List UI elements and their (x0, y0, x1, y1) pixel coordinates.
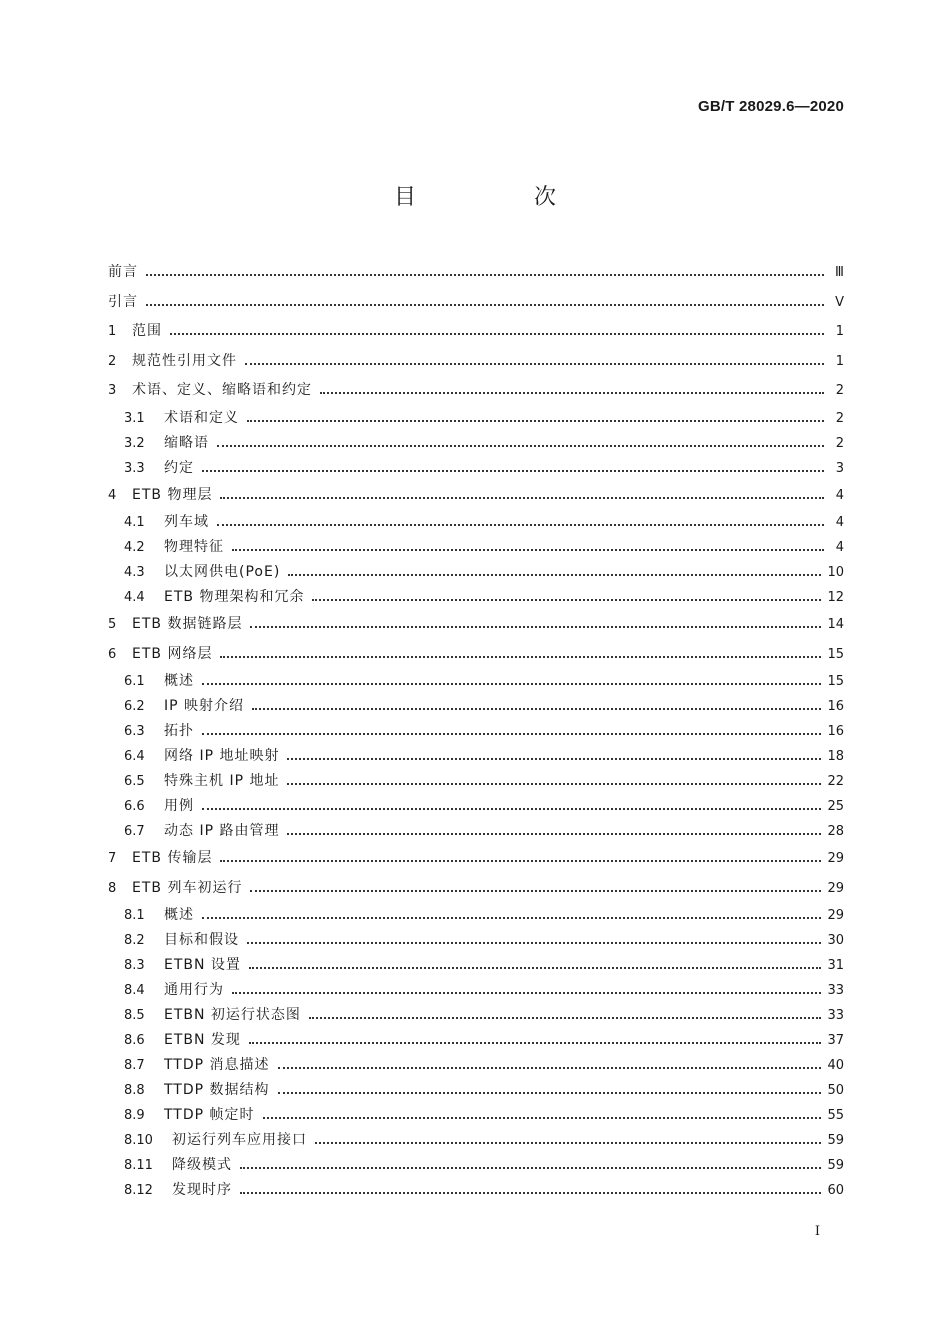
toc-entry-label: TTDP 帧定时 (164, 1107, 255, 1123)
toc-entry[interactable] (108, 744, 844, 769)
dot-leader (202, 682, 821, 685)
toc-entry-number: 8.8 (124, 1083, 145, 1098)
dot-leader (240, 1166, 821, 1169)
toc-entry-page: 29 (827, 851, 844, 866)
toc-entry-page: 29 (827, 880, 844, 896)
toc-entry-label: 缩略语 (164, 434, 209, 451)
toc-entry[interactable] (108, 1028, 844, 1053)
toc-entry-number: 8 (108, 880, 117, 896)
toc-entry-label: 网络 IP 地址映射 (164, 748, 280, 764)
toc-entry[interactable] (108, 1053, 844, 1078)
dot-leader (320, 391, 824, 394)
toc-entry-label: ETBN 发现 (164, 1032, 241, 1048)
toc-entry-page: 59 (827, 1133, 844, 1148)
toc-entry-number: 6.6 (124, 799, 145, 814)
toc-entry-page: 59 (827, 1158, 844, 1173)
dot-leader (263, 1116, 822, 1119)
dot-leader (252, 707, 821, 710)
toc-entry-number: 6.5 (124, 774, 145, 789)
toc-entry[interactable] (108, 347, 844, 377)
dot-leader (309, 1016, 822, 1019)
table-of-contents (108, 258, 844, 1203)
dot-leader (287, 782, 821, 785)
dot-leader (249, 966, 822, 969)
toc-entry-number: 8.12 (124, 1183, 153, 1198)
toc-entry-page: 4 (835, 487, 844, 503)
toc-entry-label: ETB 列车初运行 (132, 879, 243, 896)
toc-entry-page: 28 (827, 824, 844, 839)
toc-entry[interactable] (108, 1178, 844, 1203)
toc-entry[interactable] (108, 819, 844, 844)
toc-entry[interactable] (108, 953, 844, 978)
toc-entry-page: 14 (827, 617, 844, 632)
toc-entry[interactable] (108, 669, 844, 694)
toc-entry[interactable] (108, 694, 844, 719)
toc-entry-page: 4 (835, 540, 844, 555)
dot-leader (249, 1041, 822, 1044)
toc-entry-number: 8.6 (124, 1033, 145, 1048)
toc-entry-number: 8.1 (124, 908, 145, 923)
toc-entry-number: 4.4 (124, 590, 145, 605)
toc-entry-page: 29 (827, 908, 844, 923)
toc-entry-label: 用例 (164, 798, 194, 814)
toc-entry-page: 31 (827, 958, 844, 973)
toc-entry-number: 1 (108, 324, 117, 339)
toc-entry-number: 8.4 (124, 983, 145, 998)
toc-entry-number: 4.2 (124, 540, 145, 555)
toc-entry-label: 动态 IP 路由管理 (164, 823, 280, 839)
toc-entry-label: IP 映射介绍 (164, 698, 245, 714)
toc-entry[interactable] (108, 610, 844, 640)
toc-entry-label: 特殊主机 IP 地址 (164, 773, 280, 789)
toc-entry-page: 22 (827, 774, 844, 789)
toc-entry-label: 约定 (164, 459, 194, 476)
dot-leader (278, 1066, 822, 1069)
toc-entry[interactable] (108, 585, 844, 610)
toc-entry-label: 术语、定义、缩略语和约定 (132, 382, 312, 398)
dot-leader (240, 1191, 821, 1194)
toc-entry-page: 1 (835, 353, 844, 369)
toc-entry-label: ETB 数据链路层 (132, 616, 243, 632)
toc-entry[interactable] (108, 456, 844, 481)
toc-entry[interactable] (108, 640, 844, 670)
dot-leader (278, 1091, 822, 1094)
toc-entry-page: 40 (827, 1058, 844, 1073)
toc-entry-label: 概述 (164, 907, 194, 923)
dot-leader (202, 916, 821, 919)
toc-entry-number: 3.2 (124, 435, 145, 451)
toc-entry-page: 2 (835, 383, 844, 398)
dot-leader (202, 469, 824, 472)
toc-entry-page: 12 (827, 590, 844, 605)
toc-entry-number: 6.3 (124, 724, 145, 739)
toc-entry-number: 6.7 (124, 824, 145, 839)
toc-entry-number: 5 (108, 617, 117, 632)
dot-leader (315, 1141, 821, 1144)
toc-entry-page: 4 (835, 515, 844, 530)
toc-entry-page: 10 (827, 565, 844, 580)
dot-leader (232, 548, 824, 551)
toc-entry-label: 列车域 (164, 514, 209, 530)
toc-entry[interactable] (108, 903, 844, 928)
dot-leader (247, 941, 821, 944)
toc-entry-number: 8.2 (124, 933, 145, 948)
toc-entry[interactable] (108, 978, 844, 1003)
toc-entry-number: 4 (108, 487, 117, 503)
toc-entry-label: 引言 (108, 293, 138, 310)
toc-entry[interactable] (108, 1003, 844, 1028)
dot-leader (220, 496, 824, 499)
toc-entry[interactable] (108, 406, 844, 431)
toc-entry-page: 37 (827, 1033, 844, 1048)
toc-entry-page: 3 (835, 460, 844, 476)
dot-leader (312, 598, 821, 601)
toc-entry[interactable] (108, 874, 844, 904)
dot-leader (202, 807, 821, 810)
toc-entry[interactable] (108, 1103, 844, 1128)
toc-entry-page: 15 (827, 674, 844, 689)
toc-entry[interactable] (108, 288, 844, 318)
page-title: 目 次 (393, 185, 604, 210)
toc-entry-label: 通用行为 (164, 982, 224, 998)
toc-entry-number: 6.2 (124, 699, 145, 714)
toc-entry-label: 发现时序 (172, 1182, 232, 1198)
dot-leader (245, 362, 824, 365)
toc-entry-page: 60 (827, 1183, 844, 1198)
toc-entry[interactable] (108, 317, 844, 347)
toc-entry-number: 8.7 (124, 1058, 145, 1073)
dot-leader (220, 859, 821, 862)
toc-entry[interactable] (108, 1078, 844, 1103)
toc-entry-number: 8.5 (124, 1008, 145, 1023)
toc-entry-number: 3.3 (124, 460, 145, 476)
toc-entry[interactable] (108, 481, 844, 511)
toc-entry-page: 25 (827, 799, 844, 814)
toc-entry-label: 以太网供电(PoE) (164, 564, 281, 580)
toc-entry-label: 范围 (132, 323, 162, 339)
toc-entry-label: 前言 (108, 264, 138, 280)
toc-entry-page: 2 (835, 410, 844, 426)
toc-entry[interactable] (108, 258, 844, 288)
toc-entry-number: 2 (108, 353, 117, 369)
toc-entry-page: 15 (827, 646, 844, 662)
toc-entry-label: 术语和定义 (164, 409, 239, 426)
toc-entry-page: 30 (827, 933, 844, 948)
dot-leader (287, 832, 821, 835)
toc-entry-number: 6.1 (124, 674, 145, 689)
toc-entry-label: TTDP 数据结构 (164, 1082, 270, 1098)
dot-leader (250, 889, 821, 892)
toc-entry-label: ETB 传输层 (132, 850, 213, 866)
dot-leader (250, 625, 821, 628)
toc-entry-page: 33 (827, 1008, 844, 1023)
toc-entry-page: 1 (835, 324, 844, 339)
toc-entry-label: ETBN 设置 (164, 957, 241, 973)
toc-entry-page: 50 (827, 1083, 844, 1098)
toc-entry[interactable] (108, 1128, 844, 1153)
toc-entry-label: TTDP 消息描述 (164, 1057, 270, 1073)
toc-entry-label: 概述 (164, 673, 194, 689)
toc-entry-label: 物理特征 (164, 539, 224, 555)
toc-entry-number: 4.1 (124, 515, 145, 530)
toc-entry[interactable] (108, 431, 844, 456)
toc-entry[interactable] (108, 1153, 844, 1178)
toc-entry[interactable] (108, 844, 844, 874)
toc-entry-label: 降级模式 (172, 1157, 232, 1173)
dot-leader (232, 991, 821, 994)
toc-entry[interactable] (108, 928, 844, 953)
toc-entry-label: ETB 物理层 (132, 486, 213, 503)
toc-entry-number: 3 (108, 383, 117, 398)
toc-entry-number: 7 (108, 851, 117, 866)
toc-entry-label: 目标和假设 (164, 932, 239, 948)
toc-entry-number: 8.10 (124, 1133, 153, 1148)
toc-entry-number: 3.1 (124, 410, 145, 426)
dot-leader (170, 332, 824, 335)
toc-entry[interactable] (108, 794, 844, 819)
dot-leader (217, 523, 824, 526)
toc-entry[interactable] (108, 376, 844, 406)
page-number: I (814, 1224, 820, 1239)
toc-entry-number: 6.4 (124, 749, 145, 764)
toc-entry-page: 55 (827, 1108, 844, 1123)
toc-entry-page: 16 (827, 699, 844, 714)
toc-entry-label: 初运行列车应用接口 (172, 1132, 307, 1148)
toc-entry[interactable] (108, 560, 844, 585)
toc-entry-page: 2 (835, 435, 844, 451)
toc-entry-label: ETB 网络层 (132, 645, 213, 662)
toc-entry-number: 8.11 (124, 1158, 153, 1173)
toc-entry-page: 16 (827, 724, 844, 739)
dot-leader (217, 444, 824, 447)
document-code: GB/T 28029.6—2020 (698, 98, 844, 115)
toc-entry-number: 6 (108, 646, 117, 662)
toc-entry[interactable] (108, 535, 844, 560)
toc-entry-page: Ⅴ (835, 294, 844, 310)
dot-leader (288, 573, 821, 576)
dot-leader (202, 732, 821, 735)
toc-entry[interactable] (108, 769, 844, 794)
dot-leader (287, 757, 821, 760)
toc-entry-number: 8.9 (124, 1108, 145, 1123)
toc-entry[interactable] (108, 510, 844, 535)
dot-leader (247, 419, 824, 422)
toc-entry-label: ETB 物理架构和冗余 (164, 589, 305, 605)
dot-leader (146, 273, 824, 276)
toc-entry-label: ETBN 初运行状态图 (164, 1007, 301, 1023)
dot-leader (146, 303, 824, 306)
toc-entry-page: 18 (827, 749, 844, 764)
toc-entry-label: 规范性引用文件 (132, 352, 237, 369)
toc-entry-page: 33 (827, 983, 844, 998)
dot-leader (220, 655, 821, 658)
toc-entry-number: 4.3 (124, 565, 145, 580)
toc-entry-page: Ⅲ (835, 265, 844, 280)
toc-entry-label: 拓扑 (164, 723, 194, 739)
toc-entry-number: 8.3 (124, 958, 145, 973)
toc-entry[interactable] (108, 719, 844, 744)
